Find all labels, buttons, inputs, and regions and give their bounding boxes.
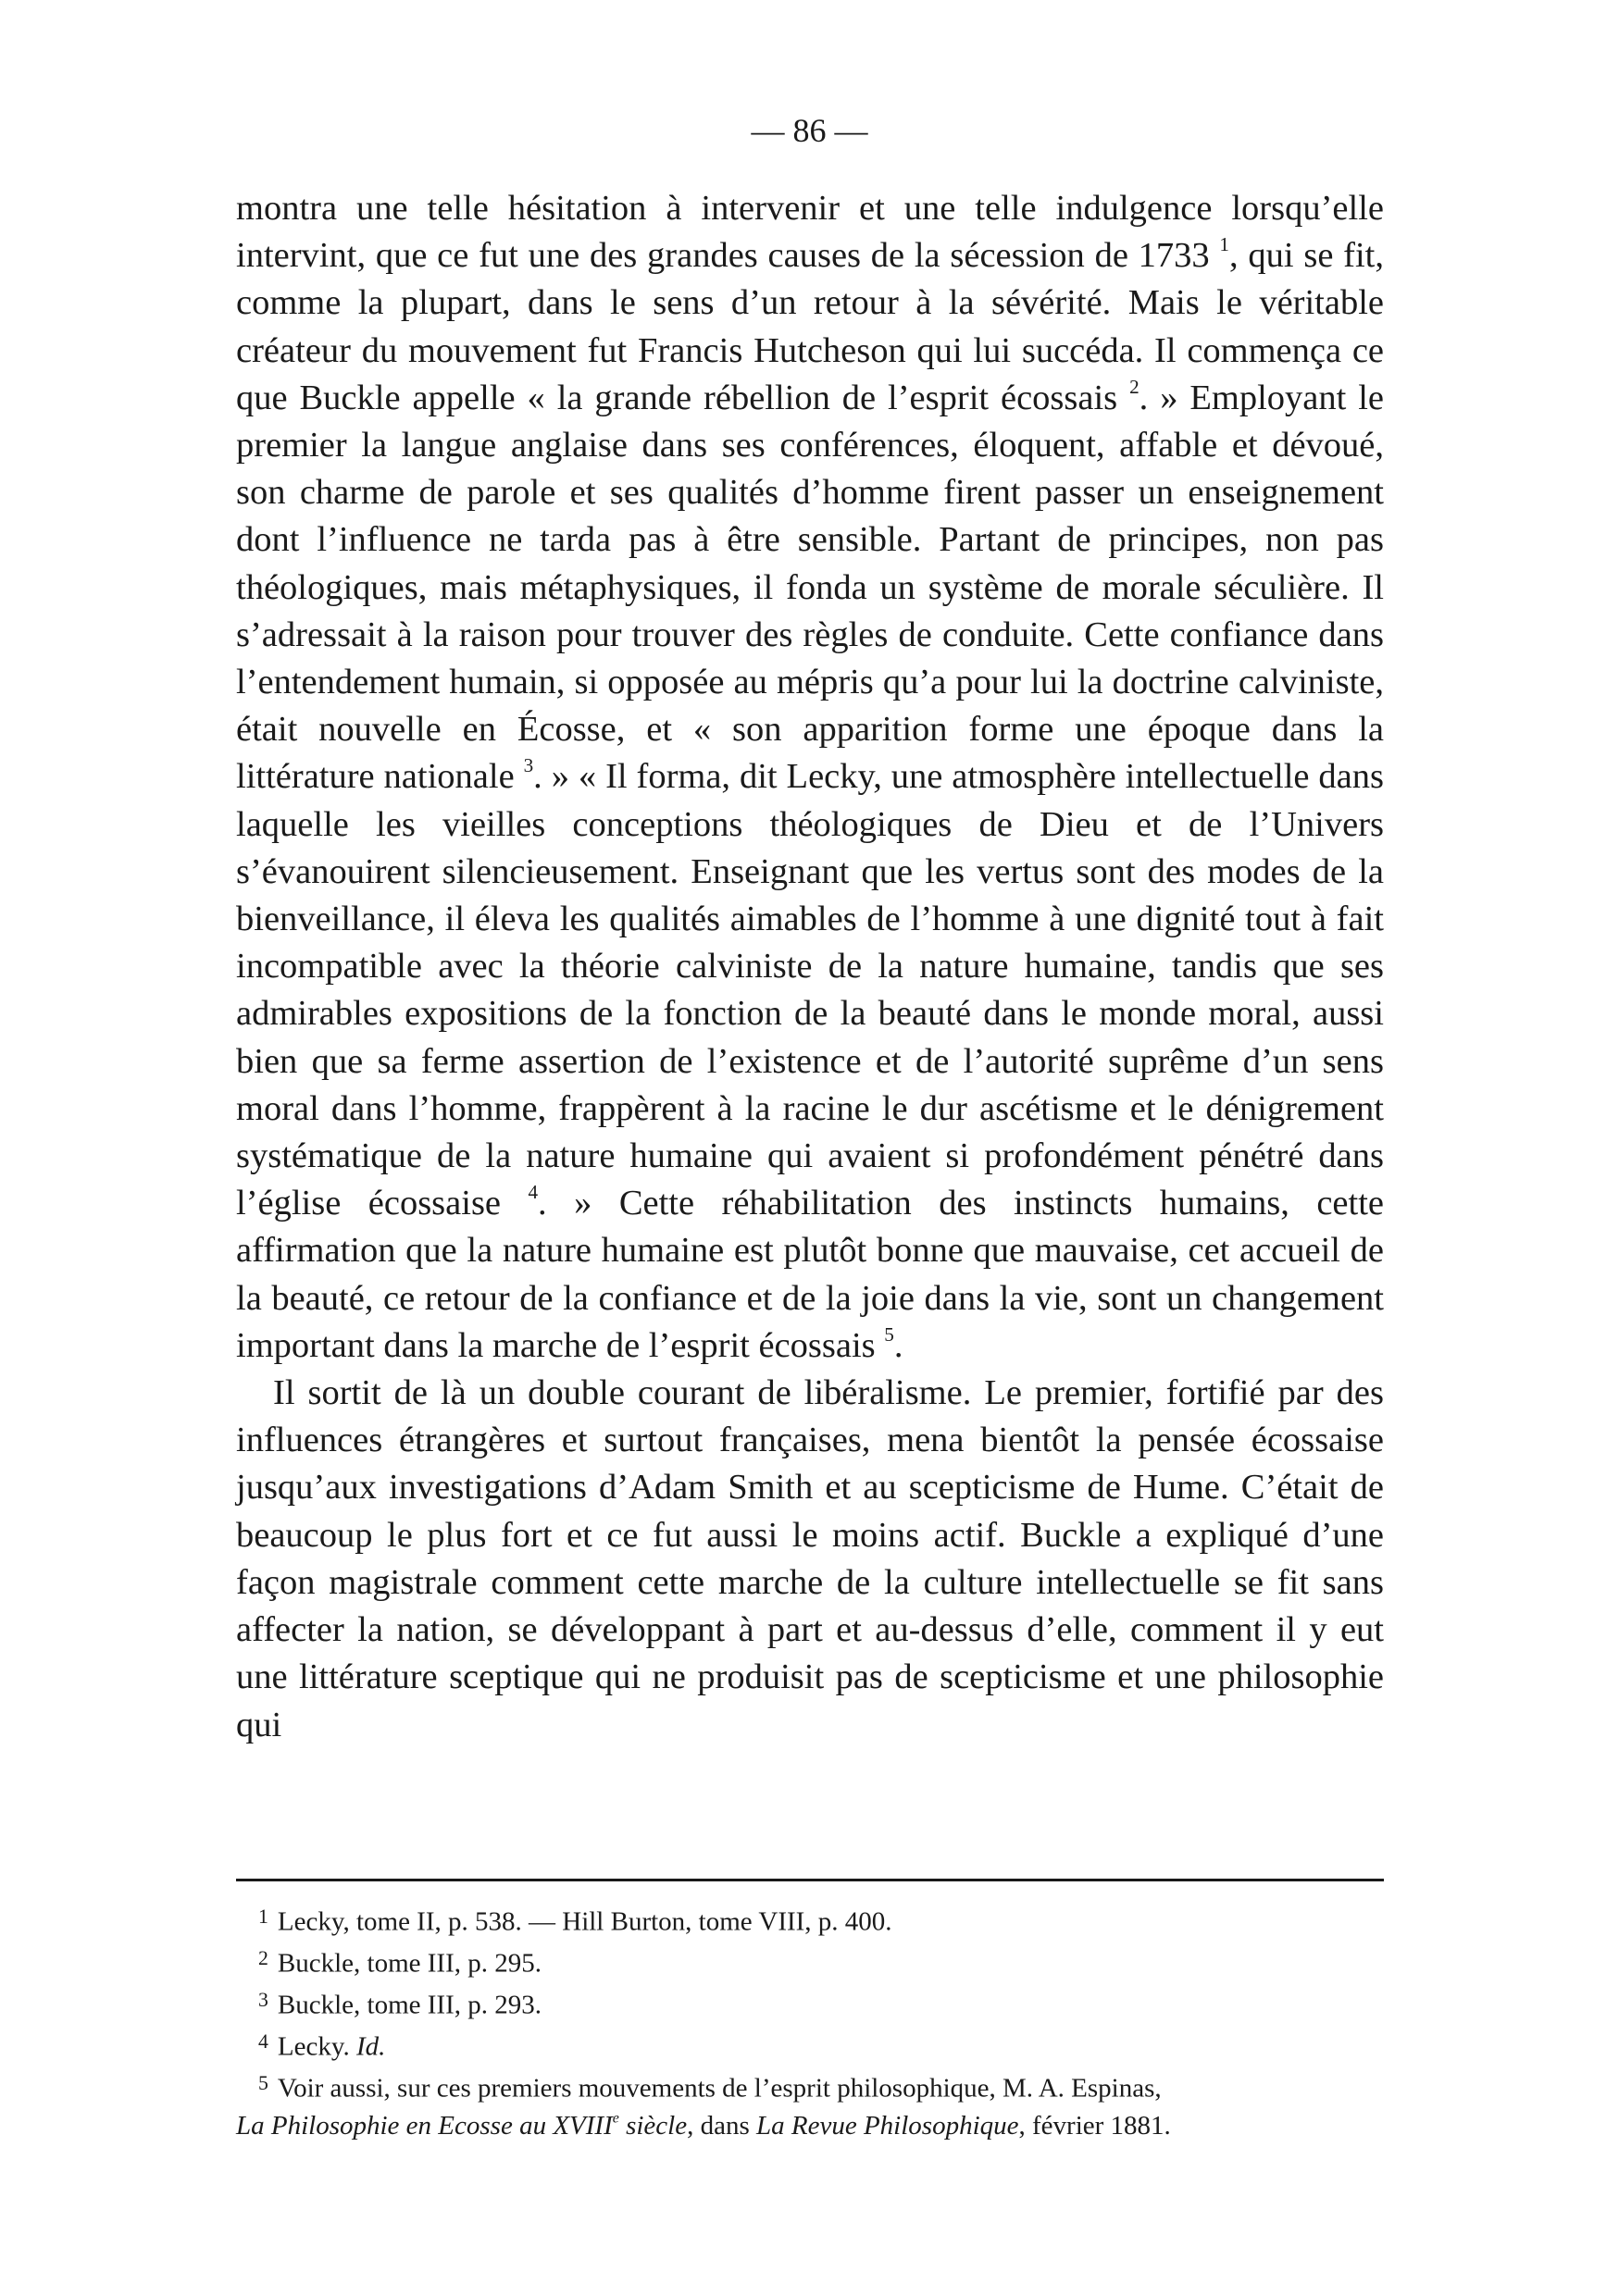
footnote-5 — [236, 2066, 1384, 2107]
footnote-text: Buckle, tome III, p. 293. — [277, 1990, 542, 2020]
footnote-title: siècle — [618, 2110, 688, 2141]
footnote-ref[interactable]: 2 — [1129, 375, 1140, 398]
text-segment: . » Cette réhabilitation des instincts humains, cette affirmation que la nature humaine est plutôt bonne que mauvaise, cet accueil de la beauté, ce retour de la confiance et de la joie dans la vie, sont un changement important dans la marche de l’esprit écossais — [236, 1184, 1384, 1365]
text-segment: montra une telle hésitation à intervenir et une telle indulgence lorsqu’elle intervint, que ce fut une des grandes causes de la sécession de 1733 — [236, 189, 1384, 276]
footnote-text: , dans — [687, 2110, 756, 2141]
footnote-ref[interactable]: 4 — [528, 1181, 539, 1204]
footnotes — [236, 1899, 1384, 2144]
paragraph-1 — [236, 185, 1384, 1370]
text-segment: . » Employant le premier la langue anglaise dans ses conférences, éloquent, affable et dévoué, son charme de parole et ses qualités d’homme firent passer un enseignement dont l’influence ne tarda pas à être sensible. Partant de principes, non pas théologiques, mais métaphysiques, il fonda un système de morale séculière. Il s’adressait à la raison pour trouver des règles de conduite. Cette confiance dans l’entendement humain, si opposée au mépris qu’a pour lui la doctrine calviniste, était nouvelle en Écosse, et « son apparition forme une époque dans la littérature nationale — [236, 378, 1384, 797]
footnote-ref[interactable]: 5 — [884, 1322, 894, 1346]
footnote-number: 2 — [258, 1947, 268, 1970]
text-segment: . » « Il forma, dit Lecky, une atmosphère intellectuelle dans laquelle les vieilles conceptions théologiques de Dieu et de l’Univers s’évanouirent silencieusement. Enseignant que les vertus sont des modes de la bienveillance, il éleva les qualités aimables de l’homme à une dignité tout à fait incompatible avec la théorie calviniste de la nature humaine, tandis que ses admirables expositions de la fonction de la beauté dans le monde moral, aussi bien que sa ferme assertion de l’existence et de l’autorité suprême d’un sens moral dans l’homme, frappèrent à la racine le dur ascétisme et le dénigrement systématique de la nature humaine qui avaient si profondément pénétré dans l’église écossaise — [236, 757, 1384, 1223]
text-segment: . — [893, 1325, 903, 1365]
footnote-5-continuation — [236, 2108, 1384, 2145]
footnote-ref[interactable]: 1 — [1219, 233, 1229, 256]
paragraph-2: Il sortit de là un double courant de libéralisme. Le premier, fortifié par des influences étrangères et surtout françaises, mena bientôt la pensée écossaise jusqu’aux investigations d’Adam Smith et au scepticisme de Hume. C’était de beaucoup le plus fort et ce fut aussi le moins actif. Buckle a expliqué d’une façon magistrale comment cette marche de la culture intellectuelle se fit sans affecter la nation, se développant à part et au-dessus d’elle, comment il y eut une littérature sceptique qui ne produisit pas de scepticisme et une philosophie qui — [236, 1373, 1384, 1744]
text-segment: , qui se fit, comme la plupart, dans le sens d’un retour à la sévérité. Mais le véritable créateur du mouvement fut Francis Hutcheson qui lui succéda. Il commença ce que Buckle appelle « la grande rébellion de l’esprit écossais — [236, 236, 1384, 417]
footnote-text: Voir aussi, sur ces premiers mouvements de l’esprit philosophique, M. A. Espinas, — [277, 2074, 1162, 2104]
footnote-4 — [236, 2024, 1384, 2066]
footnote-text: Lecky. — [277, 2031, 356, 2062]
footnote-text: Lecky, tome II, p. 538. — Hill Burton, tome VIII, p. 400. — [277, 1906, 892, 1937]
footnote-text: Buckle, tome III, p. 295. — [277, 1948, 542, 1979]
footnote-number: 3 — [258, 1989, 268, 2012]
footnote-divider — [236, 1879, 1384, 1881]
body-text — [236, 185, 1384, 1749]
footnote-title: La Philosophie en Ecosse au XVIII — [236, 2110, 613, 2141]
footnote-text: , février 1881. — [1018, 2110, 1171, 2141]
footnote-number: 1 — [258, 1905, 268, 1928]
page-number: — 86 — — [751, 112, 868, 149]
footnote-italic: Id. — [355, 2031, 386, 2062]
footnote-number: 5 — [258, 2072, 268, 2095]
footnote-ref[interactable]: 3 — [523, 754, 534, 777]
footnote-number: 4 — [258, 2030, 268, 2054]
footnote-title: La Revue Philosophique — [756, 2110, 1019, 2141]
footnote-2 — [236, 1941, 1384, 1982]
footnote-3 — [236, 1982, 1384, 2024]
footnote-1 — [236, 1899, 1384, 1941]
footnote-sup: e — [612, 2109, 619, 2126]
